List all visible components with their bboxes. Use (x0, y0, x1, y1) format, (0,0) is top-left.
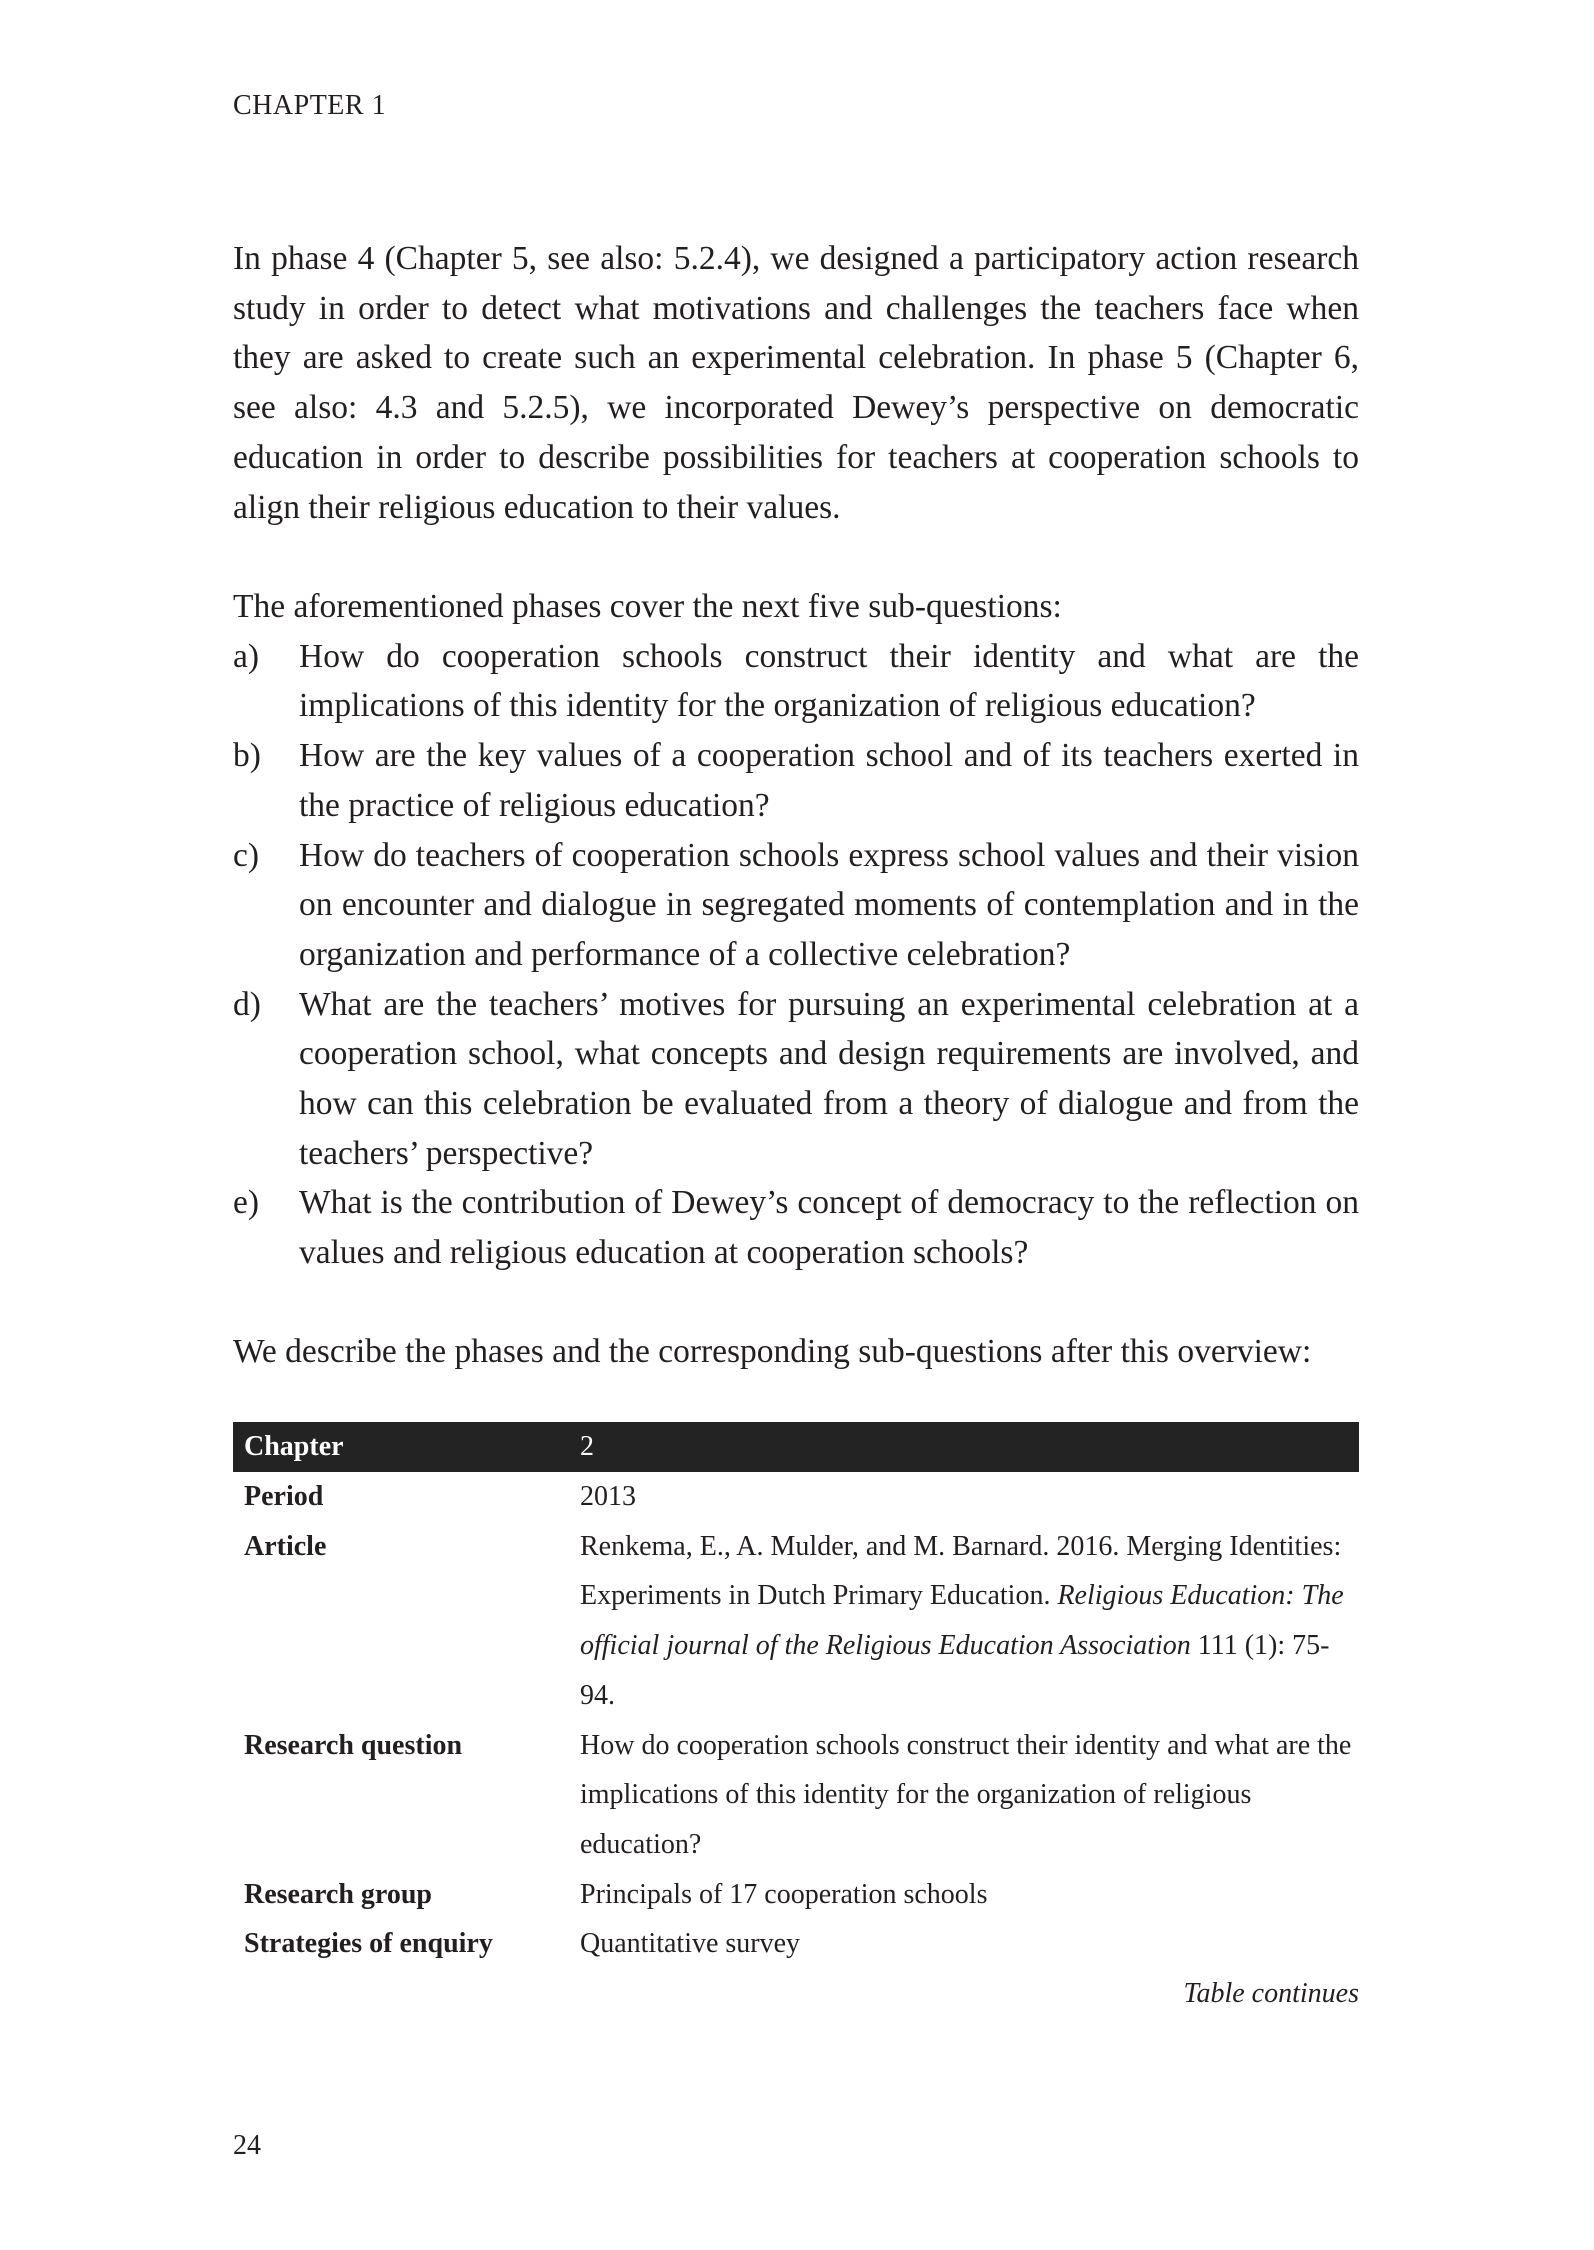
subquestions-list (233, 632, 1359, 1278)
table-header-label: Chapter (244, 1431, 344, 1462)
table-header-row (233, 1422, 1359, 1472)
table-header-value: 2 (580, 1431, 594, 1462)
subquestions-lead: The aforementioned phases cover the next five sub-questions: (233, 588, 1062, 625)
page-number: 24 (233, 2130, 261, 2161)
overview-table (233, 1422, 1359, 2019)
subquestion-marker: b) (233, 737, 261, 775)
subquestion-item (233, 980, 1359, 1179)
table-row (233, 1522, 1359, 1721)
row-value: Principals of 17 cooperation schools (580, 1878, 988, 1910)
subquestion-text: What is the contribution of Dewey’s concept of democracy to the reflection on values and religious education at cooperation schools? (299, 1184, 1359, 1272)
row-label: Article (244, 1530, 327, 1562)
subquestion-item (233, 731, 1359, 830)
subquestions-section (233, 582, 1359, 1278)
subquestion-item (233, 831, 1359, 980)
table-row (233, 1721, 1359, 1870)
subquestion-text: How do cooperation schools construct their identity and what are the implications of this identity for the organization of religious education? (299, 637, 1359, 725)
row-value: How do cooperation schools construct their identity and what are the implications of this identity for the organization of religious education? (580, 1729, 1352, 1860)
closing-sentence: We describe the phases and the corresponding sub-questions after this overview: (233, 1333, 1312, 1370)
subquestion-marker: a) (233, 637, 260, 675)
row-label: Research group (244, 1878, 432, 1910)
subquestion-item (233, 632, 1359, 731)
subquestion-text: How do teachers of cooperation schools express school values and their vision on encounter and dialogue in segregated moments of contemplation and in the organization and performance of a collective celebration? (299, 836, 1359, 973)
subquestion-marker: c) (233, 836, 260, 874)
subquestion-item (233, 1178, 1359, 1277)
running-head: CHAPTER 1 (233, 90, 387, 121)
citation-journal: Religious Education: The official journal of the Religious Education Association (580, 1580, 1344, 1662)
citation-authors-title: Renkema, E., A. Mulder, and M. Barnard. 2016. Merging Identities: Experiments in Dutch Primary Education. (580, 1530, 1342, 1612)
subquestion-text: What are the teachers’ motives for pursuing an experimental celebration at a cooperation school, what concepts and design requirements are involved, and how can this celebration be evaluated from a theory of dialogue and from the teachers’ perspective? (299, 985, 1359, 1172)
row-value-citation (580, 1522, 1359, 1721)
intro-paragraph: In phase 4 (Chapter 5, see also: 5.2.4), we designed a participatory action research study in order to detect what motivations and challenges the teachers face when they are asked to create such an experimental celebration. In phase 5 (Chapter 6, see also: 4.3 and 5.2.5), we incorporated Dewey’s perspective on democratic education in order to describe possibilities for teachers at cooperation schools to align their religious education to their values. (233, 240, 1359, 526)
table-row (233, 1870, 1359, 1920)
row-value: Quantitative survey (580, 1928, 801, 1960)
intro-section (233, 234, 1359, 532)
table-row (233, 1472, 1359, 1522)
row-label: Research question (244, 1729, 463, 1761)
subquestion-marker: d) (233, 985, 261, 1023)
subquestion-text: How are the key values of a cooperation school and of its teachers exerted in the practice of religious education? (299, 737, 1359, 824)
subquestion-marker: e) (233, 1184, 260, 1222)
table-row (233, 1919, 1359, 1969)
table-continues-note: Table continues (1183, 1978, 1359, 2010)
citation-volume-pages: 111 (1): 75-94. (580, 1630, 1330, 1711)
row-label: Strategies of enquiry (244, 1928, 493, 1960)
row-value: 2013 (580, 1481, 636, 1512)
row-label: Period (244, 1481, 324, 1512)
closing-section (233, 1327, 1359, 1377)
